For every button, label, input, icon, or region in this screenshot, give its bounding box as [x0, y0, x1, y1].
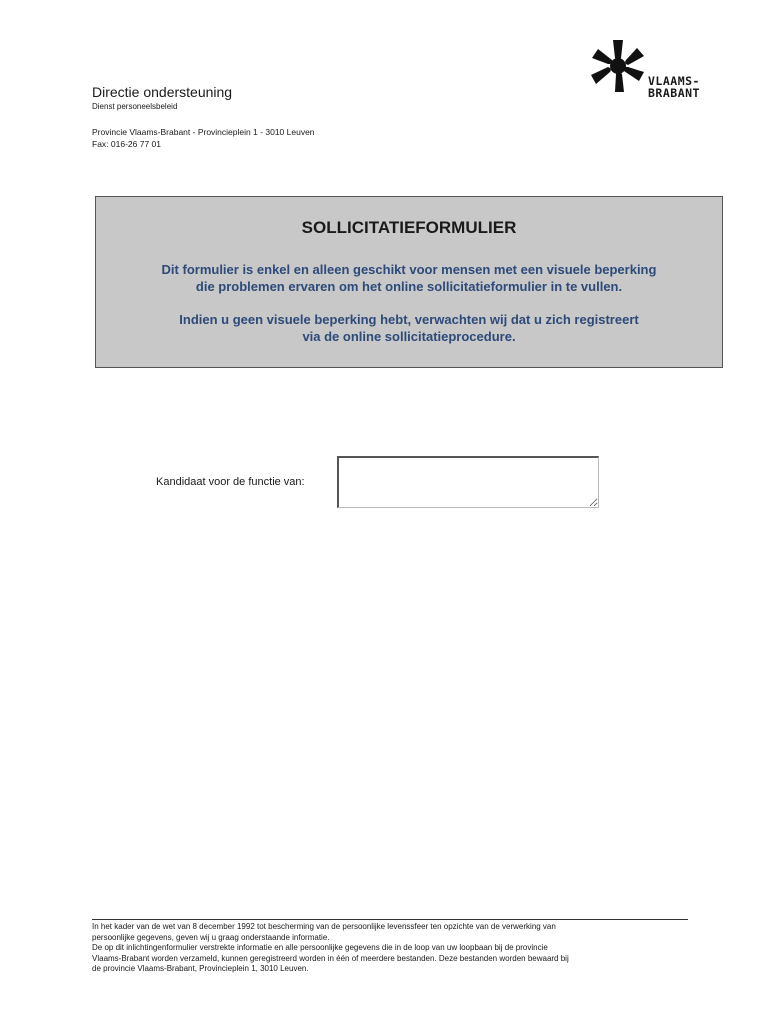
address-line: Provincie Vlaams-Brabant - Provincieplein 1 - 3010 Leuven	[92, 127, 315, 137]
privacy-footer	[92, 922, 692, 975]
notice-p1-line2: die problemen ervaren om het online sollicitatieformulier in te vullen.	[195, 279, 623, 294]
footer-line-5: de provincie Vlaams-Brabant, Provincieplein 1, 3010 Leuven.	[92, 964, 309, 973]
logo-wordmark	[648, 75, 700, 99]
footer-divider	[92, 919, 688, 920]
logo-line2: BRABANT	[648, 86, 700, 100]
candidate-function-input[interactable]	[337, 456, 599, 508]
candidate-function-label: Kandidaat voor de functie van:	[156, 476, 305, 488]
department-title: Directie ondersteuning	[92, 84, 233, 100]
notice-p1-line1: Dit formulier is enkel en alleen geschikt voor mensen met een visuele beperking	[161, 262, 657, 277]
notice-paragraph-2	[96, 311, 722, 345]
logo-line1: VLAAMS-	[648, 74, 700, 88]
address-block	[92, 126, 315, 150]
footer-line-1: In het kader van de wet van 8 december 1992 tot bescherming van de persoonlijke levenssfeer ten opzichte van de verwerking van	[92, 922, 556, 931]
notice-p2-line1: Indien u geen visuele beperking hebt, verwachten wij dat u zich registreert	[179, 312, 639, 327]
vlaams-brabant-logo	[590, 38, 720, 108]
notice-p2-line2: via de online sollicitatieprocedure.	[302, 329, 516, 344]
footer-line-2: persoonlijke gegevens, geven wij u graag onderstaande informatie.	[92, 932, 330, 942]
asterisk-star-icon	[590, 38, 646, 94]
fax-line: Fax: 016-26 77 01	[92, 139, 161, 149]
notice-paragraph-1	[96, 261, 722, 295]
footer-line-3: De op dit inlichtingenformulier verstrekte informatie en alle persoonlijke gegevens die in de loop van uw loopbaan bij de provincie	[92, 943, 548, 952]
footer-line-4: Vlaams-Brabant worden verzameld, kunnen geregistreerd worden in één of meerdere bestanden. Deze bestanden worden bewaard bij	[92, 953, 569, 963]
service-subtitle: Dienst personeelsbeleid	[92, 102, 178, 111]
notice-box	[95, 196, 723, 368]
form-title: SOLLICITATIEFORMULIER	[301, 218, 517, 237]
